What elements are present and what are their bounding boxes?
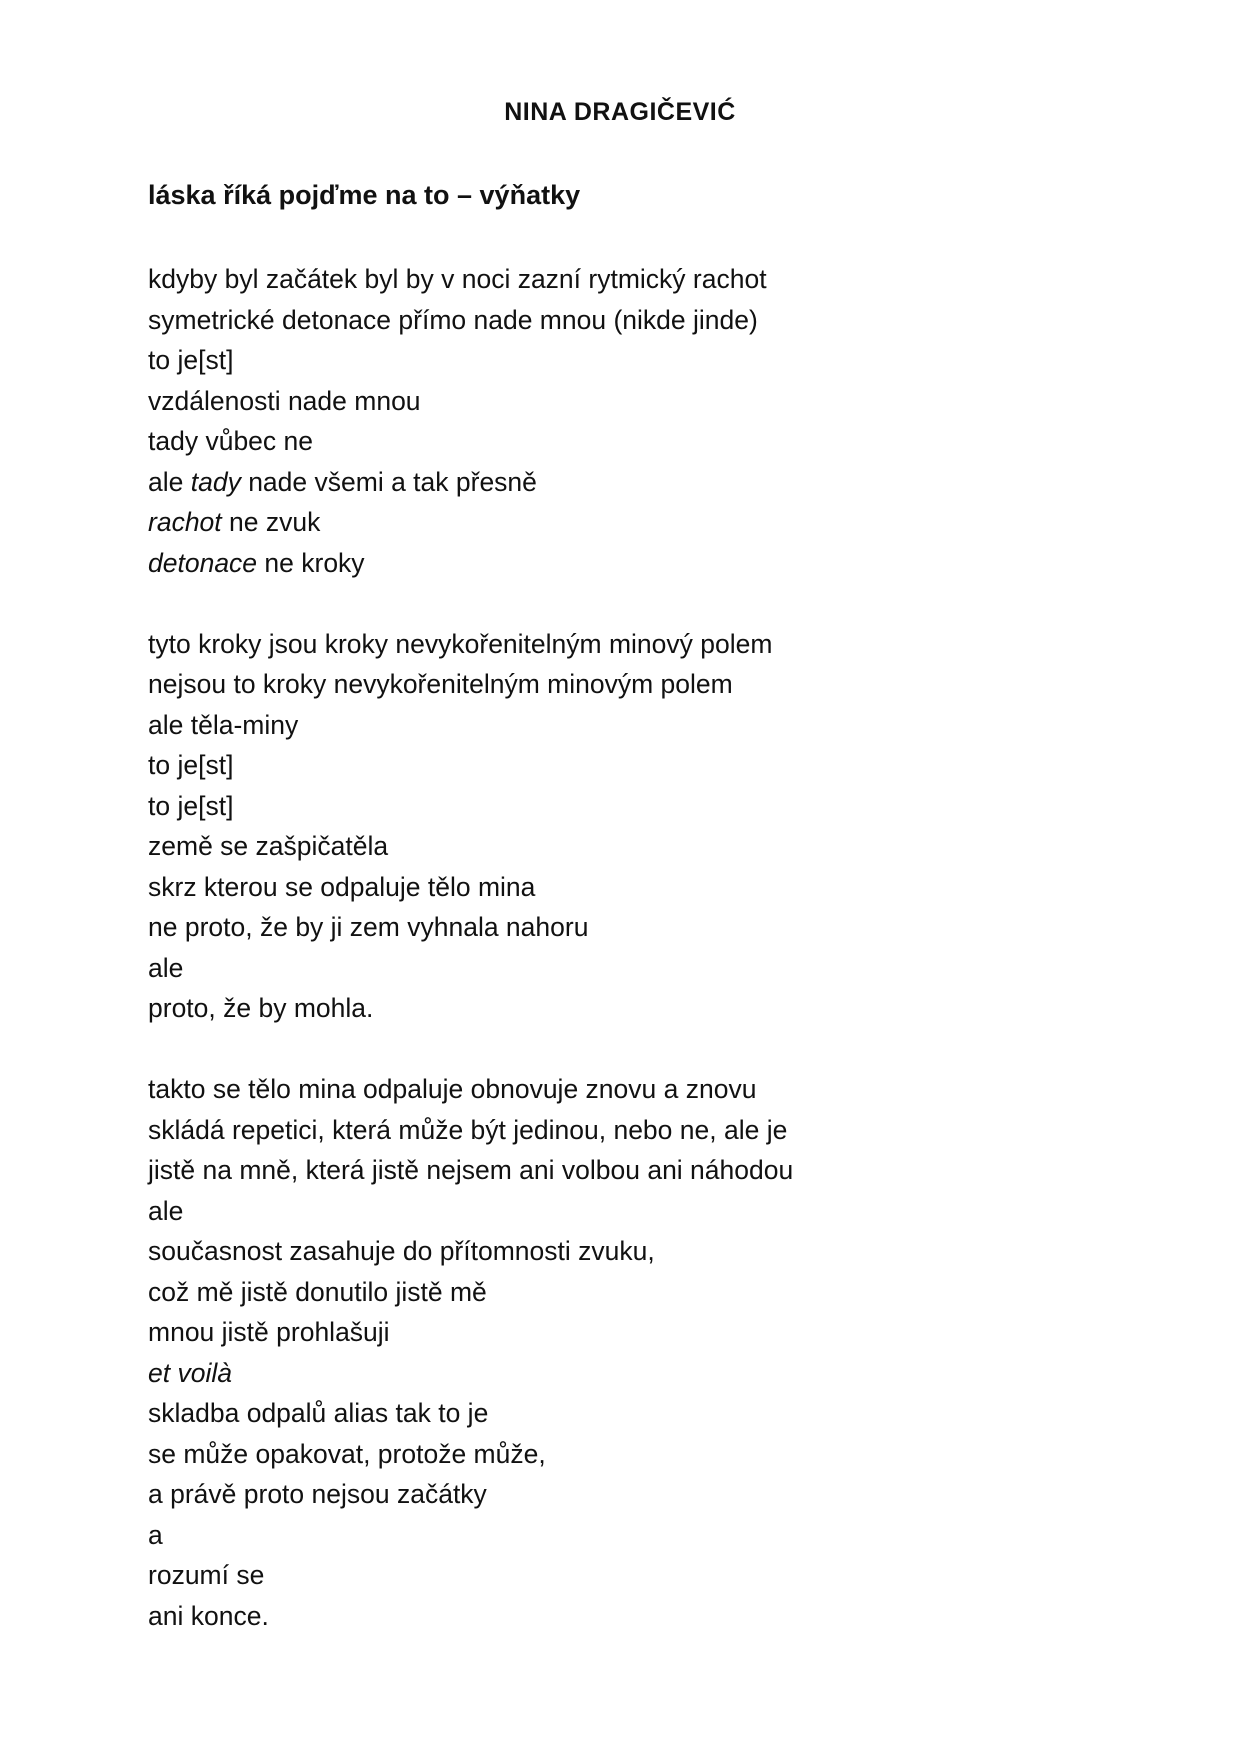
- line-text: skrz kterou se odpaluje tělo mina: [148, 871, 536, 902]
- author-heading: NINA DRAGIČEVIĆ: [504, 98, 736, 126]
- poem-line: [148, 381, 1108, 422]
- poem-line: [148, 1231, 1108, 1272]
- italic-text: detonace: [148, 547, 258, 578]
- poem-line: [148, 1555, 1108, 1596]
- line-text: mnou jistě prohlašuji: [148, 1317, 390, 1347]
- line-text: takto se tělo mina odpaluje obnovuje znovu a znovu: [148, 1074, 757, 1104]
- line-text: symetrické detonace přímo nade mnou (nikde jinde): [148, 304, 758, 335]
- poem-line: [148, 259, 1108, 300]
- line-text: to je[st]: [148, 790, 234, 821]
- line-text: současnost zasahuje do přítomnosti zvuku,: [148, 1236, 655, 1266]
- line-text: tady vůbec ne: [148, 426, 314, 456]
- poem-line: [148, 624, 1108, 665]
- line-text: skládá repetici, která může být jedinou, nebo ne, ale je: [148, 1114, 788, 1145]
- line-text: ne zvuk: [221, 507, 321, 537]
- poem-line: [148, 1474, 1108, 1515]
- italic-text: tady: [190, 466, 241, 497]
- stanza: [148, 259, 1108, 583]
- poem-line: [148, 1393, 1108, 1434]
- stanza: [148, 624, 1108, 1029]
- poem-line: [148, 1191, 1108, 1232]
- poem-line: [148, 745, 1108, 786]
- poem-line: [148, 1150, 1108, 1191]
- poem-line: [148, 1069, 1108, 1110]
- line-text: nade všemi a tak přesně: [240, 466, 537, 497]
- line-text: kdyby byl začátek byl by v noci zazní rytmický rachot: [148, 264, 767, 294]
- line-text: jistě na mně, která jistě nejsem ani volbou ani náhodou: [148, 1155, 794, 1185]
- poem-line: [148, 867, 1108, 908]
- poem-line: [148, 1272, 1108, 1313]
- poem-title: láska říká pojďme na to – výňatky: [148, 180, 581, 210]
- italic-text: et voilà: [148, 1357, 232, 1388]
- italic-text: rachot: [148, 507, 222, 537]
- poem-line: [148, 1110, 1108, 1151]
- line-text: rozumí se: [148, 1560, 265, 1590]
- line-text: ale: [148, 466, 191, 497]
- poem-line: [148, 300, 1108, 341]
- line-text: ani konce.: [148, 1600, 269, 1631]
- poem-line: [148, 1312, 1108, 1353]
- poem-line: [148, 340, 1108, 381]
- poem-body: [148, 259, 1108, 1677]
- line-text: vzdálenosti nade mnou: [148, 385, 421, 416]
- line-text: a: [148, 1519, 163, 1550]
- line-text: ale těla-miny: [148, 709, 299, 740]
- line-text: proto, že by mohla.: [148, 993, 374, 1023]
- poem-line: [148, 705, 1108, 746]
- poem-line: [148, 786, 1108, 827]
- line-text: ale: [148, 1195, 184, 1226]
- poem-line: [148, 543, 1108, 584]
- poem-line: [148, 988, 1108, 1029]
- line-text: nejsou to kroky nevykořenitelným minovým polem: [148, 669, 733, 699]
- stanza: [148, 1069, 1108, 1636]
- poem-line: [148, 1515, 1108, 1556]
- line-text: ne proto, že by ji zem vyhnala nahoru: [148, 912, 589, 942]
- line-text: tyto kroky jsou kroky nevykořenitelným minový polem: [148, 628, 773, 659]
- line-text: ale: [148, 952, 184, 983]
- line-text: to je[st]: [148, 750, 234, 780]
- poem-line: [148, 1434, 1108, 1475]
- poem-line: [148, 664, 1108, 705]
- line-text: to je[st]: [148, 345, 234, 375]
- line-text: což mě jistě donutilo jistě mě: [148, 1276, 487, 1307]
- line-text: země se zašpičatěla: [148, 831, 389, 861]
- poem-line: [148, 1596, 1108, 1637]
- line-text: a právě proto nejsou začátky: [148, 1479, 487, 1509]
- poem-line: [148, 826, 1108, 867]
- poem-line: [148, 421, 1108, 462]
- poem-line: [148, 907, 1108, 948]
- line-text: se může opakovat, protože může,: [148, 1438, 546, 1469]
- line-text: ne kroky: [257, 547, 365, 578]
- poem-line: [148, 462, 1108, 503]
- line-text: skladba odpalů alias tak to je: [148, 1398, 489, 1428]
- poem-line: [148, 502, 1108, 543]
- poem-line: [148, 948, 1108, 989]
- poem-line: [148, 1353, 1108, 1394]
